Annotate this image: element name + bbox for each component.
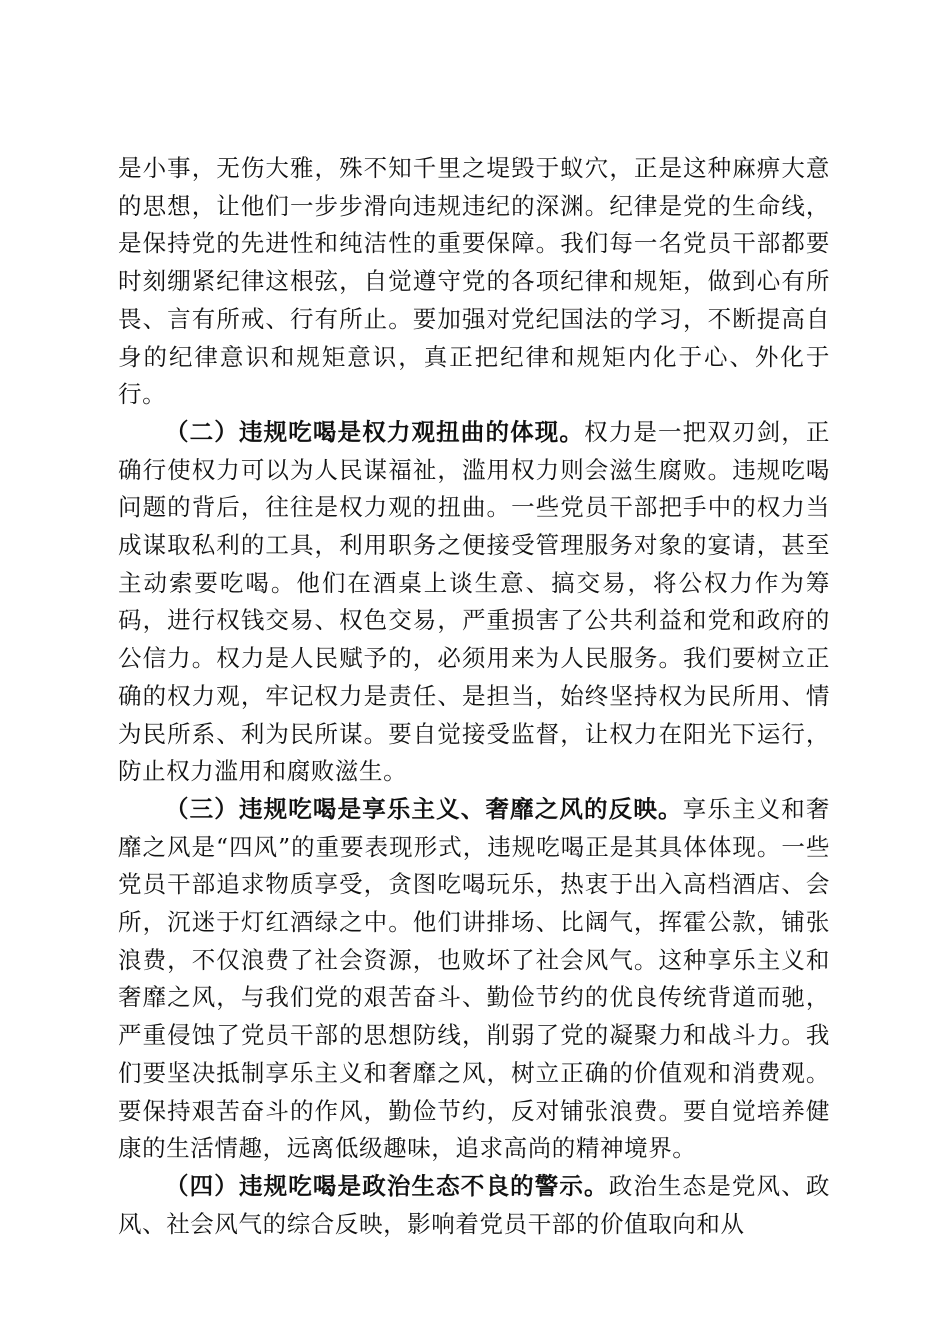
document-page xyxy=(118,150,830,1243)
paragraph-heading: （二）违规吃喝是权力观扭曲的体现。 xyxy=(165,417,585,446)
paragraph-body: 政治生态是党风、政风、社会风气的综合反映，影响着党员干部的价值取向和从 xyxy=(118,1171,830,1238)
paragraph-continuation xyxy=(118,150,830,414)
paragraph-body: 是小事，无伤大雅，殊不知千里之堤毁于蚁穴，正是这种麻痹大意的思想，让他们一步步滑向违规违纪的深渊。纪律是党的生命线，是保持党的先进性和纯洁性的重要保障。我们每一名党员干部都要时刻绷紧纪律这根弦，自觉遵守党的各项纪律和规矩，做到心有所畏、言有所戒、行有所止。要加强对党纪国法的学习，不断提高自身的纪律意识和规矩意识，真正把纪律和规矩内化于心、外化于行。 xyxy=(118,154,830,409)
paragraph-body: 享乐主义和奢靡之风是“四风”的重要表现形式，违规吃喝正是其具体体现。一些党员干部追求物质享受，贪图吃喝玩乐，热衷于出入高档酒店、会所，沉迷于灯红酒绿之中。他们讲排场、比阔气，挥霍公款，铺张浪费，不仅浪费了社会资源，也败坏了社会风气。这种享乐主义和奢靡之风，与我们党的艰苦奋斗、勤俭节约的优良传统背道而驰，严重侵蚀了党员干部的思想防线，削弱了党的凝聚力和战斗力。我们要坚决抵制享乐主义和奢靡之风，树立正确的价值观和消费观。要保持艰苦奋斗的作风，勤俭节约，反对铺张浪费。要自觉培养健康的生活情趣，远离低级趣味，追求高尚的精神境界。 xyxy=(118,794,830,1163)
paragraph-section-3 xyxy=(118,791,830,1168)
paragraph-heading: （四）违规吃喝是政治生态不良的警示。 xyxy=(165,1171,609,1200)
paragraph-section-2 xyxy=(118,414,830,791)
paragraph-heading: （三）违规吃喝是享乐主义、奢靡之风的反映。 xyxy=(165,794,683,823)
paragraph-body: 权力是一把双刃剑，正确行使权力可以为人民谋福祉，滥用权力则会滋生腐败。违规吃喝问题的背后，往往是权力观的扭曲。一些党员干部把手中的权力当成谋取私利的工具，利用职务之便接受管理服务对象的宴请，甚至主动索要吃喝。他们在酒桌上谈生意、搞交易，将公权力作为筹码，进行权钱交易、权色交易，严重损害了公共利益和党和政府的公信力。权力是人民赋予的，必须用来为人民服务。我们要树立正确的权力观，牢记权力是责任、是担当，始终坚持权为民所用、情为民所系、利为民所谋。要自觉接受监督，让权力在阳光下运行，防止权力滥用和腐败滋生。 xyxy=(118,417,831,786)
paragraph-section-4 xyxy=(118,1168,830,1243)
